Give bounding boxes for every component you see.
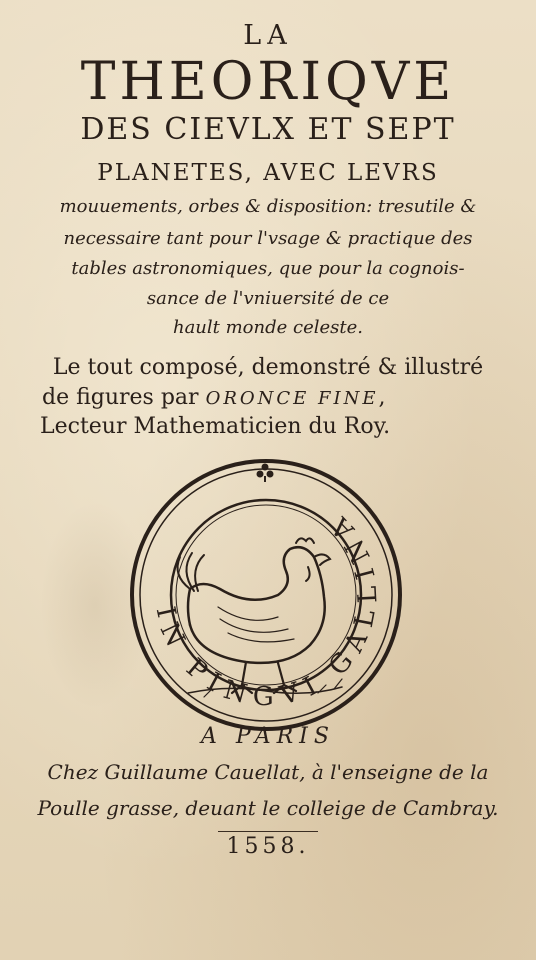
printer-device-emblem [128, 457, 404, 733]
author-line-2-text: de figures par [42, 385, 206, 410]
title-line-2: THEORIQVE [80, 52, 456, 112]
imprint-line-2: Poulle grasse, deuant le colleige de Cambray. [37, 796, 499, 820]
subtitle-line-3: tables astronomiques, que pour la cognois- [71, 258, 465, 279]
trefoil-icon [257, 464, 274, 483]
subtitle-line-5: hault monde celeste. [172, 317, 363, 338]
subtitle-line-1: mouuements, orbes & disposition: tresutile & [59, 196, 477, 217]
subtitle-line-2: necessaire tant pour l'vsage & practique des [63, 228, 473, 249]
imprint-city: A PARIS [201, 724, 335, 749]
title-line-1: LA [243, 20, 293, 51]
author-line-1: Le tout composé, demonstré & illustré [52, 355, 484, 380]
author-line-2 [42, 385, 386, 410]
imprint-line-1: Chez Guillaume Cauellat, à l'enseigne de la [47, 760, 489, 784]
author-line-2-comma: , [378, 385, 386, 410]
author-line-3: Lecteur Mathematicien du Roy. [40, 414, 391, 439]
emblem-motto-path: IN PINGVI GALLINA [149, 504, 384, 713]
imprint-rule [218, 831, 318, 832]
title-line-3: DES CIEVLX ET SEPT [80, 112, 456, 147]
author-name: ORONCE FINE [205, 388, 379, 409]
imprint-year: 1558. [226, 834, 310, 859]
title-line-4: PLANETES, AVEC LEVRS [97, 160, 439, 186]
emblem-motto [150, 504, 384, 712]
subtitle-line-4: sance de l'vniuersité de ce [146, 288, 390, 309]
